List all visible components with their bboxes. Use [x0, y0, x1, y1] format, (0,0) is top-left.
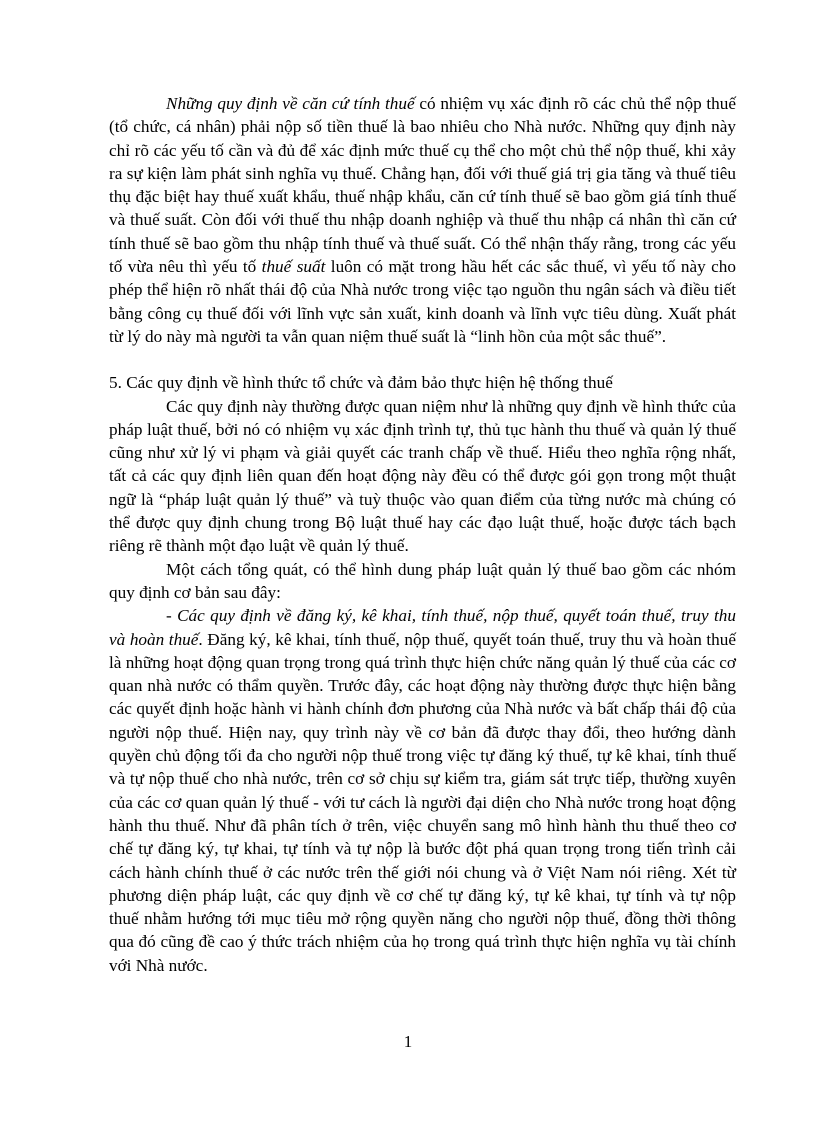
paragraph-procedure: Các quy định này thường được quan niệm như là những quy định về hình thức của pháp luật thuế, bởi nó có nhiệm vụ xác định trình tự, thủ tục hành thu thuế và quản lý thuế cũng như xử lý vi phạm và giải quyết các tranh chấp về thuế. Hiểu theo nghĩa rộng nhất, tất cả các quy định liên quan đến hoạt động này đều có thể được gói gọn trong một thuật ngữ là “pháp luật quản lý thuế” và tuỳ thuộc vào quan điểm của từng nước mà chúng có thể được quy định chung trong Bộ luật thuế hay các đạo luật thuế, hoặc được tách bạch riêng rẽ thành một đạo luật về quản lý thuế. [109, 396, 736, 556]
italic-term-tax-rate: thuế suất [261, 257, 326, 277]
paragraph-text: . Đăng ký, kê khai, tính thuế, nộp thuế, quyết toán thuế, truy thu và hoàn thuế là những hoạt động quan trọng trong quá trình thực hiện chức năng quản lý thuế của các cơ quan nhà nước có thẩm quyền. Trước đây, các hoạt động này thường được thực hiện bằng các quyết định hoặc hành vi hành chính đơn phương của Nhà nước và bất chấp thái độ của người nộp thuế. Hiện nay, quy trình này về cơ bản đã được thay đổi, theo hướng dành quyền chủ động tối đa cho người nộp thuế trong việc tự đăng ký thuế, tự kê khai, tính thuế và tự nộp thuế cho nhà nước, trên cơ sở chịu sự kiểm tra, giám sát trực tiếp, thường xuyên của các cơ quan quản lý thuế - với tư cách là người đại diện cho Nhà nước trong hoạt động hành thu thuế. Như đã phân tích ở trên, việc chuyển sang mô hình hành thu thuế theo cơ chế tự đăng ký, tự khai, tự tính và tự nộp là bước đột phá quan trọng trong tiến trình cải cách hành chính thuế ở các nước trên thế giới nói chung và ở Việt Nam nói riêng. Xét từ phương diện pháp luật, các quy định về cơ chế tự đăng ký, tự kê khai, tự tính và tự nộp thuế nhằm hướng tới mục tiêu mở rộng quyền năng cho người nộp thuế, đồng thời thông qua đó cũng đề cao ý thức trách nhiệm của họ trong quá trình thực hiện nghĩa vụ tài chính với Nhà nước. [109, 629, 736, 975]
paragraph-registration [109, 604, 736, 977]
section-heading-5: 5. Các quy định về hình thức tổ chức và đảm bảo thực hiện hệ thống thuế [109, 373, 613, 393]
paragraph-tax-basis [109, 92, 736, 348]
page-number: 1 [403, 1032, 413, 1051]
italic-lead-tax-basis: Những quy định về căn cứ tính thuế [166, 94, 415, 113]
paragraph-text: có nhiệm vụ xác định rõ các chủ thể nộp thuế (tổ chức, cá nhân) phải nộp số tiền thuế là bao nhiêu cho Nhà nước. Những quy định này chỉ rõ các yếu tố cần và đủ để xác định mức thuế cụ thể cho một chủ thể nộp thuế, khi xảy ra sự kiện làm phát sinh nghĩa vụ thuế. Chẳng hạn, đối với thuế giá trị gia tăng và thuế tiêu thụ đặc biệt hay thuế xuất khẩu, thuế nhập khẩu, căn cứ tính thuế sẽ bao gồm giá tính thuế và thuế suất. Còn đối với thuế thu nhập doanh nghiệp và thuế thu nhập cá nhân thì căn cứ tính thuế sẽ bao gồm thu nhập tính thuế và thuế suất. Có thể nhận thấy rằng, trong các yếu tố vừa nêu thì yếu tố [109, 94, 736, 277]
paragraph-text: luôn có mặt trong hầu hết các sắc thuế, vì yếu tố này cho phép thể hiện rõ nhất thái độ của Nhà nước trong việc tạo nguồn thu ngân sách và điều tiết bằng công cụ thuế đối với lĩnh vực sản xuất, kinh doanh và lĩnh vực tiêu dùng. Xuất phát từ lý do này mà người ta vẫn quan niệm thuế suất là “linh hồn của một sắc thuế”. [109, 257, 736, 346]
paragraph-overview: Một cách tổng quát, có thể hình dung pháp luật quản lý thuế bao gồm các nhóm quy định cơ bản sau đây: [109, 559, 736, 602]
paragraph-gap [109, 348, 736, 371]
italic-lead-registration: - Các quy định về đăng ký, kê khai, tính thuế, nộp thuế, quyết toán thuế, truy thu và hoàn thuế [109, 606, 736, 649]
